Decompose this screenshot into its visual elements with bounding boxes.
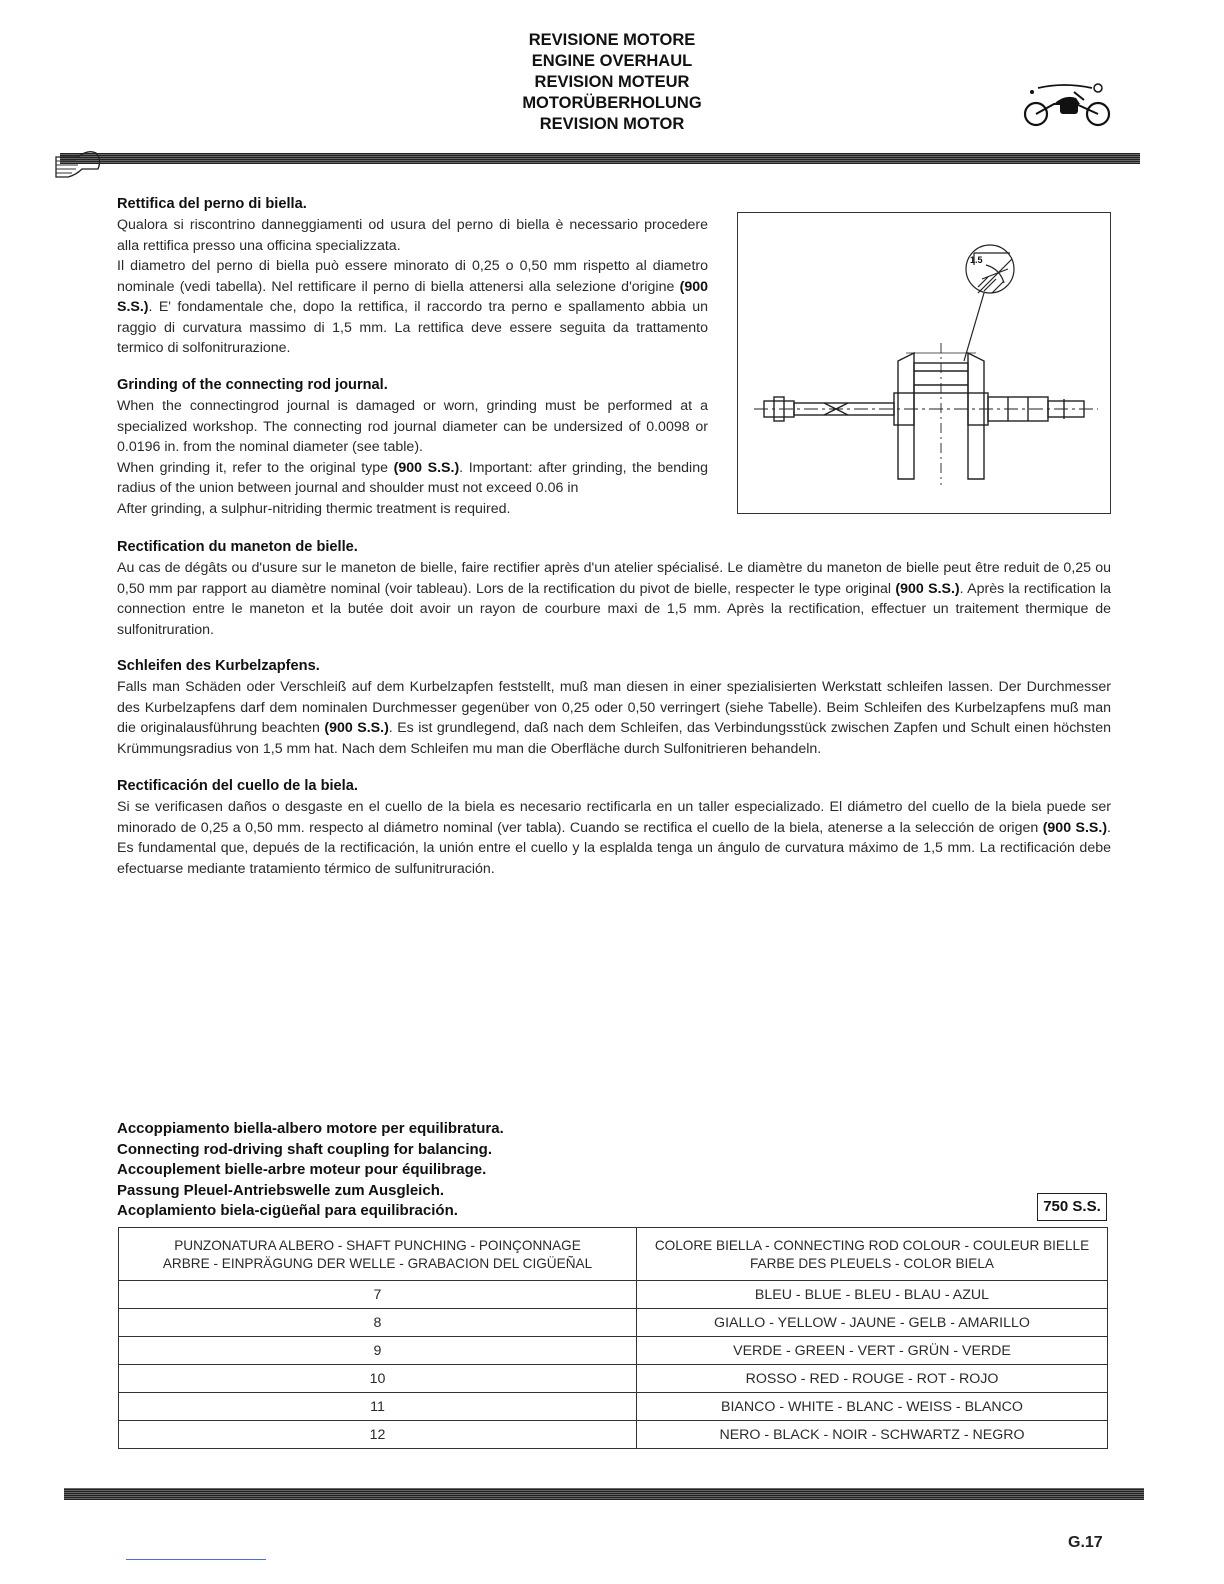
title-en: ENGINE OVERHAUL xyxy=(531,52,693,70)
divider-ornament xyxy=(52,149,112,181)
footer-line xyxy=(126,1559,266,1560)
header-shaft-punching: PUNZONATURA ALBERO - SHAFT PUNCHING - POINÇONNAGE ARBRE - EINPRÄGUNG DER WELLE - GRABACION DEL CIGÜEÑAL xyxy=(119,1228,637,1281)
crankshaft-figure xyxy=(737,212,1111,514)
punch-value: 10 xyxy=(119,1365,637,1393)
coupling-title-en: Connecting rod-driving shaft coupling for balancing. xyxy=(117,1140,492,1158)
coupling-title-fr: Accouplement bielle-arbre moteur pour équilibrage. xyxy=(117,1161,487,1179)
table-row xyxy=(119,1309,1108,1337)
section-title: Grinding of the connecting rod journal. xyxy=(117,377,388,393)
table-row xyxy=(119,1337,1108,1365)
motorcycle-icon xyxy=(1014,80,1114,130)
table-row xyxy=(119,1365,1108,1393)
section-english xyxy=(117,375,708,519)
model-badge: 750 S.S. xyxy=(1037,1193,1107,1221)
table-header-row xyxy=(119,1228,1108,1281)
coupling-title-it: Accoppiamento biella-albero motore per equilibratura. xyxy=(117,1120,504,1137)
punch-value: 11 xyxy=(119,1393,637,1421)
section-title: Schleifen des Kurbelzapfens. xyxy=(117,658,320,674)
colour-value: ROSSO - RED - ROUGE - ROT - ROJO xyxy=(637,1365,1108,1393)
title-de: MOTORÜBERHOLUNG xyxy=(522,94,702,112)
top-divider xyxy=(60,153,1140,164)
paragraph: After grinding, a sulphur-nitriding thermic treatment is required. xyxy=(117,500,511,517)
section-title: Rettifica del perno di biella. xyxy=(117,196,307,212)
paragraph: Si se verificasen daños o desgaste en el cuello de la biela es necesario rectificarla en un taller especializado. El diámetro del cuello de la biela puede ser minorado de 0,25 a 0,50 mm. respecto al diámetro nominal (ver tabla). Cuando se rectifica el cuello de la biela, atenerse a la selección de origen (900 S.S.). Es fundamental que, depués de la rectificación, la unión entre el cuello y la esplalda tenga un ángulo de curvatura máximo de 1,5 mm. La rectificación debe efectuarse mediante tratamiento térmico de sulfunitruración. xyxy=(117,799,1111,877)
colour-value: GIALLO - YELLOW - JAUNE - GELB - AMARILLO xyxy=(637,1309,1108,1337)
punch-value: 7 xyxy=(119,1281,637,1309)
title-es: REVISION MOTOR xyxy=(539,115,685,133)
colour-value: BLEU - BLUE - BLEU - BLAU - AZUL xyxy=(637,1281,1108,1309)
section-title: Rectificación del cuello de la biela. xyxy=(117,778,358,794)
header-rod-colour: COLORE BIELLA - CONNECTING ROD COLOUR - COULEUR BIELLE FARBE DES PLEUELS - COLOR BIELA xyxy=(637,1228,1108,1281)
title-fr: REVISION MOTEUR xyxy=(534,73,690,91)
colour-value: BIANCO - WHITE - BLANC - WEISS - BLANCO xyxy=(637,1393,1108,1421)
coupling-title-es: Acoplamiento biela-cigüeñal para equilibración. xyxy=(117,1202,458,1220)
table-row xyxy=(119,1421,1108,1449)
table-row xyxy=(119,1281,1108,1309)
paragraph: When grinding it, refer to the original type (900 S.S.). Important: after grinding, the bending radius of the union between journal and shoulder must not exceed 0.06 in xyxy=(117,459,708,496)
coupling-title-de: Passung Pleuel-Antriebswelle zum Ausgleich. xyxy=(117,1181,445,1199)
section-french xyxy=(117,537,1111,640)
coupling-titles xyxy=(117,1119,617,1222)
title-it: REVISIONE MOTORE xyxy=(528,31,696,49)
punch-value: 8 xyxy=(119,1309,637,1337)
table-row xyxy=(119,1393,1108,1421)
page-number: G.17 xyxy=(1068,1534,1103,1551)
paragraph: Au cas de dégâts ou d'usure sur le maneton de bielle, faire rectifier après d'un atelier spécialisé. Le diamètre du maneton de bielle peut être reduit de 0,25 ou 0,50 mm par rapport au diamètre nominal (voir tableau). Lors de la rectification du pivot de bielle, respecter le type original (900 S.S.). Après la rectification la connection entre le maneton et la butée doit avoir un rayon de courbure maxi de 1,5 mm. Après la rectification, effectuer un traitement thermique de sulfonitruration. xyxy=(117,560,1111,638)
crankshaft-drawing xyxy=(754,343,1098,485)
paragraph: When the connectingrod journal is damaged or worn, grinding must be performed at a specialized workshop. The connecting rod journal diameter can be undersized of 0.0098 or 0.0196 in. from the nominal diameter (see table). xyxy=(117,398,708,455)
section-title: Rectification du maneton de bielle. xyxy=(117,539,358,555)
colour-value: NERO - BLACK - NOIR - SCHWARTZ - NEGRO xyxy=(637,1421,1108,1449)
radius-label: 1.5 xyxy=(970,255,983,265)
balancing-table xyxy=(118,1227,1108,1449)
colour-value: VERDE - GREEN - VERT - GRÜN - VERDE xyxy=(637,1337,1108,1365)
punch-value: 12 xyxy=(119,1421,637,1449)
paragraph: Qualora si riscontrino danneggiamenti od usura del perno di biella è necessario procedere alla rettifica presso una officina specializzata. xyxy=(117,217,708,254)
paragraph: Falls man Schäden oder Verschleiß auf dem Kurbelzapfen feststellt, muß man diesen in einer spezialisierten Werkstatt schleifen lassen. Der Durchmesser des Kurbelzapfens darf dem nominalen Durchmesser gegenüber von 0,25 oder 0,50 verringert (siehe Tabelle). Beim Schleifen des Kurbelzapfens muß man die originalausführung beachten (900 S.S.). Es ist grundlegend, daß nach dem Schleifen, das Verbindungsstück zwischen Zapfen und Schult einen höchsten Krümmungsradius von 1,5 mm hat. Nach dem Schleifen mu man die Oberfläche durch Sulfonitrieren behandeln. xyxy=(117,679,1111,757)
section-german xyxy=(117,656,1111,759)
paragraph: Il diametro del perno di biella può essere minorato di 0,25 o 0,50 mm rispetto al diametro nominale (vedi tabella). Nel rettificare il perno di biella attenersi alla selezione d'origine (900 S.S.). E' fondamentale che, dopo la rettifica, il raccordo tra perno e spallamento abbia un raggio di curvatura massimo di 1,5 mm. La rettifica deve essere seguita da trattamento termico di solfonitrurazione. xyxy=(117,258,708,356)
section-spanish xyxy=(117,776,1111,879)
punch-value: 9 xyxy=(119,1337,637,1365)
bottom-divider xyxy=(64,1488,1144,1500)
section-italian xyxy=(117,194,708,359)
